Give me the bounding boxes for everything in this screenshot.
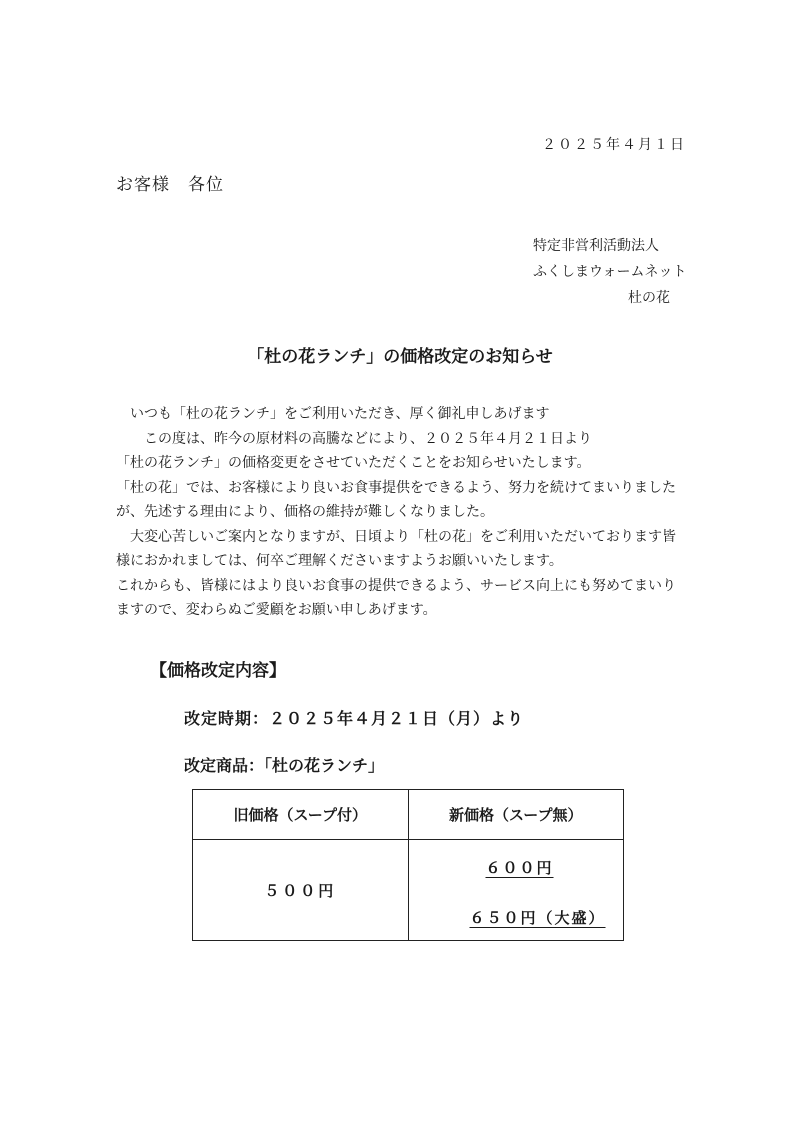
body-line: 大変心苦しいご案内となりますが、日頃より「杜の花」をご利用いただいております皆 <box>116 528 676 545</box>
section-heading: 【価格改定内容】 <box>150 661 286 681</box>
price-table-row <box>193 840 624 941</box>
body-line: いつも「杜の花ランチ」をご利用いただき、厚く御礼申しあげます <box>130 406 550 422</box>
revision-product: 改定商品：「杜の花ランチ」 <box>184 756 385 775</box>
sender-org-type: 特定非営利活動法人 <box>533 238 659 254</box>
document-date: ２０２５年４月１日 <box>542 137 686 153</box>
sender-org-name: ふくしまウォームネット <box>533 264 687 280</box>
body-line: この度は、昨今の原材料の高騰などにより、２０２５年４月２１日より <box>130 430 592 447</box>
new-price-regular: ６００円 <box>485 859 554 877</box>
new-price-header: 新価格（スープ無） <box>408 790 624 840</box>
sender-name: 杜の花 <box>628 290 670 306</box>
body-line: ますので、変わらぬご愛顧をお願い申しあげます。 <box>116 602 437 618</box>
price-table-header-row <box>193 790 624 840</box>
new-price-cell <box>408 840 624 941</box>
price-table <box>192 789 624 941</box>
old-price-cell <box>193 840 409 941</box>
body-line: 「杜の花」では、お客様により良いお食事提供をできるよう、努力を続けてまいりました <box>116 479 676 496</box>
sender-block <box>533 233 686 311</box>
new-price-large: ６５０円（大盛） <box>469 909 606 927</box>
body-text <box>116 402 688 623</box>
body-line: が、先述する理由により、価格の維持が難しくなりました。 <box>116 504 494 520</box>
body-line: 「杜の花ランチ」の価格変更をさせていただくことをお知らせいたします。 <box>116 455 591 471</box>
body-line: これからも、皆様にはより良いお食事の提供できるよう、サービス向上にも努めてまいり <box>116 577 676 594</box>
document-subject: 「杜の花ランチ」の価格改定のお知らせ <box>247 347 553 367</box>
body-line: 様におかれましては、何卒ご理解くださいますようお願いいたします。 <box>116 553 563 569</box>
recipient: お客様 各位 <box>116 175 224 195</box>
revision-period: 改定時期：２０２５年４月２１日（月）より <box>184 709 525 728</box>
old-price-header: 旧価格（スープ付） <box>193 790 409 840</box>
old-price: ５００円 <box>264 881 337 900</box>
